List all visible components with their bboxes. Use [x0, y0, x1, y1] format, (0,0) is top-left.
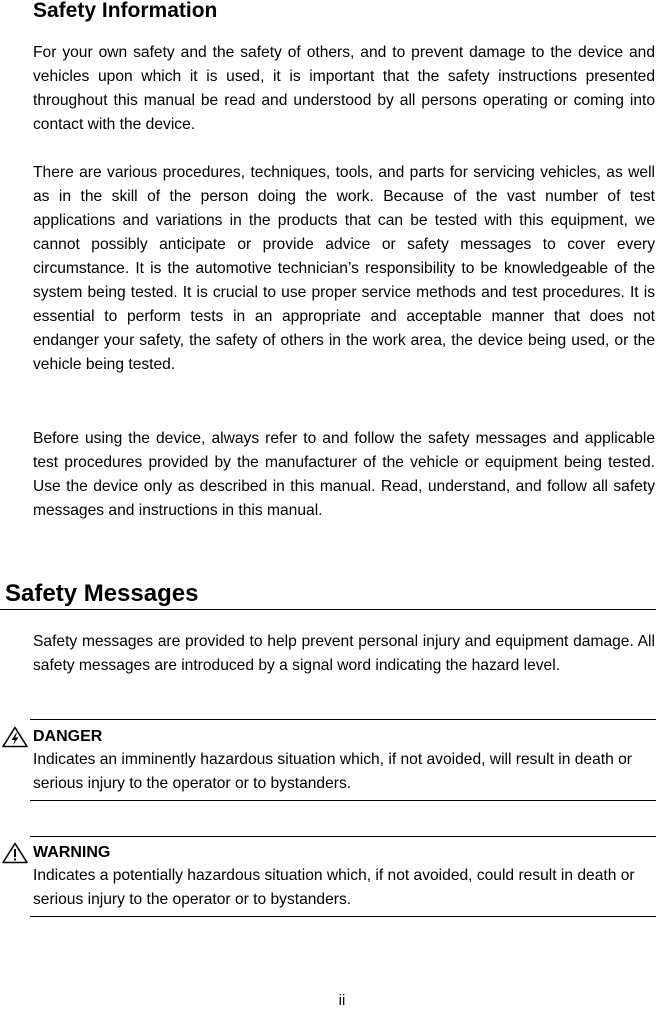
safety-info-paragraph-2: There are various procedures, techniques, tools, and parts for servicing vehicles, as well as in the skill of the person doing the work. Because of the vast number of test applications and variations in the products that can be tested with this equipment, we cannot possibly anticipate or provide advice or safety messages to cover every circumstance. It is the automotive technician’s responsibility to be knowledgeable of the system being tested. It is crucial to use proper service methods and test procedures. It is essential to perform tests in an appropriate and acceptable manner that does not endanger your safety, the safety of others in the work area, the device being used, or the vehicle being tested.: [33, 164, 655, 373]
danger-top-rule: [30, 719, 656, 720]
warning-top-rule: [30, 836, 656, 837]
warning-signal-word: WARNING: [33, 844, 111, 861]
safety-info-paragraph-3: Before using the device, always refer to and follow the safety messages and applicable test procedures provided by the manufacturer of the vehicle or equipment being tested. Use the device only as described in this manual. Read, understand, and follow all safety messages and instructions in this manual.: [33, 430, 655, 519]
safety-info-paragraph-1: For your own safety and the safety of others, and to prevent damage to the device and vehicles upon which it is used, it is important that the safety instructions presented throughout this manual be read and understood by all persons operating or coming into contact with the device.: [33, 44, 655, 133]
safety-messages-heading: Safety Messages: [5, 580, 199, 607]
danger-description: Indicates an imminently hazardous situation which, if not avoided, will result in death or serious injury to the operator or to bystanders.: [33, 751, 632, 792]
page-number: ii: [338, 992, 346, 1009]
safety-messages-intro: Safety messages are provided to help prevent personal injury and equipment damage. All safety messages are introduced by a signal word indicating the hazard level.: [33, 633, 655, 674]
danger-signal-word: DANGER: [33, 728, 103, 745]
warning-description: Indicates a potentially hazardous situation which, if not avoided, could result in death or serious injury to the operator or to bystanders.: [33, 867, 635, 908]
danger-bottom-rule: [30, 800, 656, 801]
warning-bottom-rule: [30, 916, 656, 917]
section-divider: [0, 609, 656, 610]
safety-information-heading: Safety Information: [33, 0, 218, 22]
danger-electric-icon: [2, 726, 28, 748]
warning-exclamation-icon: [2, 842, 28, 864]
